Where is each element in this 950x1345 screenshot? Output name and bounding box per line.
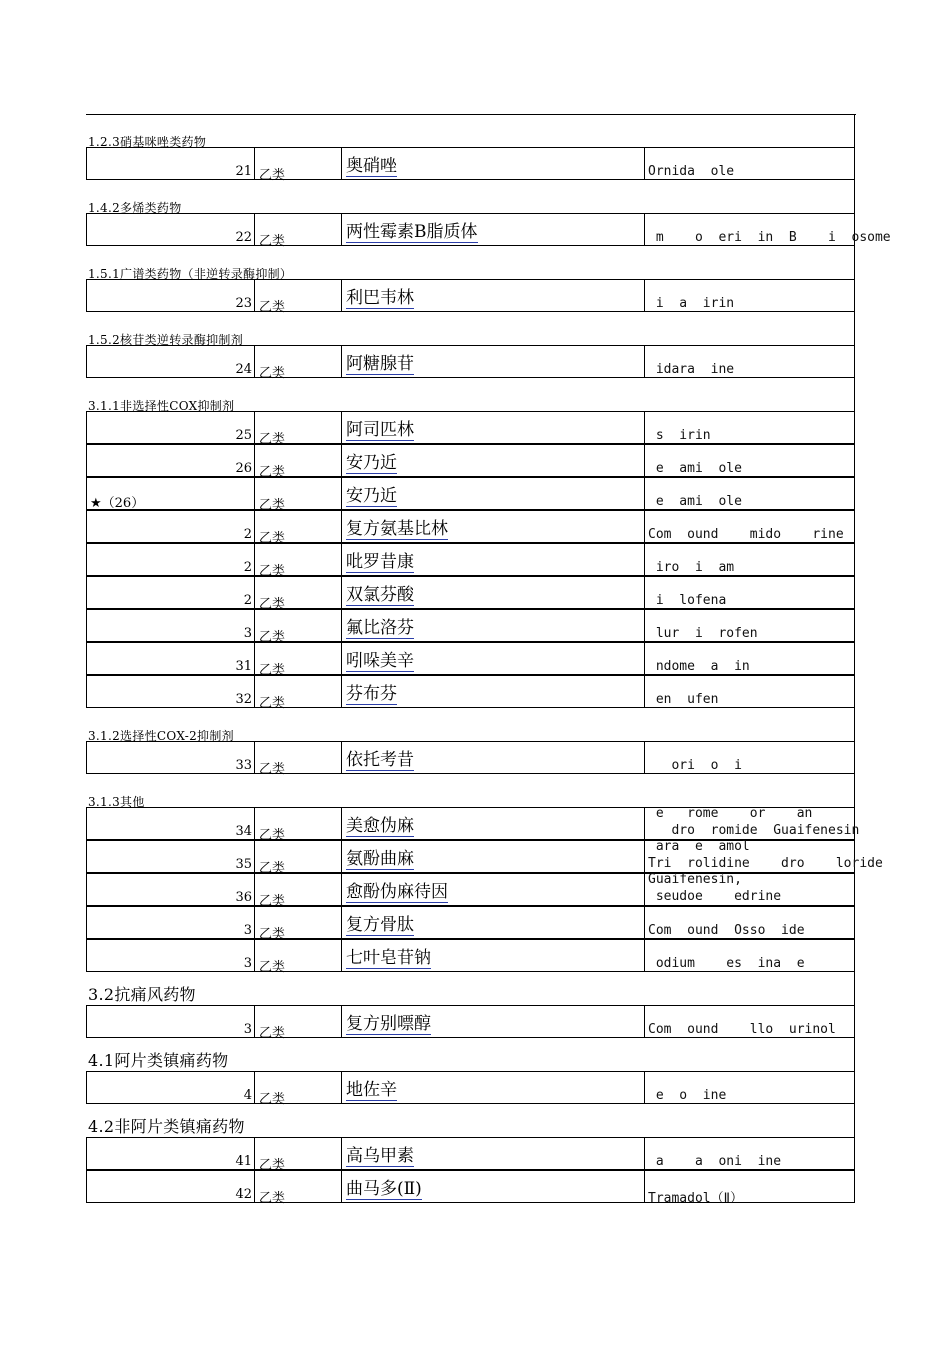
drug-name: 吡罗昔康 — [346, 552, 414, 572]
english-name: Ornida ole — [648, 164, 735, 179]
drug-name-cell — [341, 478, 644, 509]
english-name-cell — [644, 610, 856, 641]
drug-number: 24 — [235, 362, 252, 377]
english-name-cell — [644, 907, 856, 938]
section-header-row — [86, 246, 855, 279]
english-name-cell — [644, 412, 856, 443]
section-label: 4.1阿片类镇痛药物 — [88, 1051, 229, 1070]
english-name: lur i rofen — [648, 626, 758, 641]
english-name-cell — [644, 346, 856, 377]
drug-number: 32 — [235, 692, 252, 707]
english-name-cell — [644, 544, 856, 575]
drug-category: 乙类 — [254, 1006, 341, 1037]
drug-name-cell — [341, 544, 644, 575]
drug-name: 奥硝唑 — [346, 156, 397, 176]
english-name-cell — [644, 1006, 856, 1037]
english-name: en ufen — [648, 692, 719, 707]
english-name: ori o i — [648, 758, 742, 773]
english-name: Guaifenesin, — [648, 872, 742, 887]
drug-number: 2 — [243, 560, 252, 575]
drug-row — [86, 806, 860, 843]
drug-name-cell — [341, 1072, 644, 1103]
drug-name-cell — [341, 1138, 644, 1169]
drug-category: 乙类 — [254, 1171, 341, 1202]
english-name: idara ine — [648, 362, 735, 377]
drug-row — [86, 675, 855, 711]
drug-number: 25 — [235, 428, 252, 443]
drug-category: 乙类 — [254, 907, 341, 938]
drug-number: 3 — [243, 923, 252, 938]
drug-number: 3 — [243, 1022, 252, 1037]
drug-category: 乙类 — [254, 940, 341, 971]
drug-category: 乙类 — [254, 544, 341, 575]
english-name: Com ound Osso ide — [648, 923, 805, 938]
drug-number: 2 — [243, 527, 252, 542]
section-header-row — [86, 774, 855, 807]
drug-row — [86, 939, 855, 975]
english-name-cell — [644, 1138, 856, 1169]
english-name-cell — [644, 874, 856, 905]
english-name-line2: Tri rolidine dro loride — [648, 856, 883, 871]
drug-category: 乙类 — [254, 841, 341, 872]
english-name: odium es ina e — [648, 956, 805, 971]
drug-row — [86, 1170, 855, 1206]
drug-row — [86, 444, 855, 480]
section-label: 1.2.3硝基咪唑类药物 — [88, 135, 207, 149]
drug-row — [86, 543, 855, 579]
drug-row — [86, 411, 855, 447]
english-name: a a oni ine — [648, 1154, 782, 1169]
drug-row — [86, 576, 855, 612]
drug-row — [86, 1005, 855, 1041]
drug-name: 七叶皂苷钠 — [346, 948, 431, 968]
drug-name-cell — [341, 1171, 644, 1202]
drug-name-cell — [341, 874, 644, 905]
drug-name: 利巴韦林 — [346, 288, 414, 308]
english-name: ara e amol — [648, 839, 750, 854]
english-name-line2: dro romide Guaifenesin — [648, 823, 860, 838]
drug-name-cell — [341, 940, 644, 971]
section-header-row — [86, 972, 855, 1005]
drug-row — [86, 839, 883, 876]
drug-name: 愈酚伪麻待因 — [346, 882, 448, 902]
section-label: 1.5.1广谱类药物（非逆转录酶抑制） — [88, 267, 293, 281]
drug-number: 26 — [235, 461, 252, 476]
drug-number: 23 — [235, 296, 252, 311]
drug-number: ★（26） — [90, 496, 145, 511]
english-name-cell — [644, 1072, 856, 1103]
drug-name: 复方别嘌醇 — [346, 1014, 431, 1034]
english-name-cell — [644, 148, 856, 179]
drug-number: 33 — [235, 758, 252, 773]
drug-name-cell — [341, 412, 644, 443]
english-name: i a irin — [648, 296, 735, 311]
section-header-row — [86, 1104, 855, 1137]
drug-category: 乙类 — [254, 412, 341, 443]
english-name: m o eri in B i osome — [648, 230, 891, 245]
english-name-cell — [644, 445, 856, 476]
drug-category: 乙类 — [254, 214, 341, 245]
drug-name: 双氯芬酸 — [346, 585, 414, 605]
drug-category: 乙类 — [254, 742, 341, 773]
english-name-cell — [644, 511, 856, 542]
drug-row — [86, 741, 855, 777]
drug-name-cell — [341, 280, 644, 311]
english-name: iro i am — [648, 560, 735, 575]
section-header-row — [86, 1038, 855, 1071]
drug-number: 3 — [243, 626, 252, 641]
english-name-cell — [644, 280, 856, 311]
section-label: 3.2抗痛风药物 — [88, 985, 196, 1004]
drug-name-cell — [341, 214, 644, 245]
drug-name-cell — [341, 643, 644, 674]
drug-name: 复方氨基比林 — [346, 519, 448, 539]
section-label: 3.1.2选择性COX-2抑制剂 — [88, 729, 234, 743]
drug-name-cell — [341, 346, 644, 377]
english-name: e ami ole — [648, 461, 742, 476]
drug-number: 34 — [235, 824, 252, 839]
english-name-cell — [644, 478, 856, 509]
drug-name-cell — [341, 676, 644, 707]
drug-row — [86, 213, 891, 249]
english-name: ndome a in — [648, 659, 750, 674]
drug-name: 地佐辛 — [346, 1080, 397, 1100]
drug-name: 阿司匹林 — [346, 420, 414, 440]
drug-name-cell — [341, 1006, 644, 1037]
drug-category: 乙类 — [254, 148, 341, 179]
drug-row — [86, 906, 855, 942]
drug-category: 乙类 — [254, 478, 341, 509]
drug-row — [86, 872, 855, 909]
english-name-cell — [644, 214, 891, 245]
drug-name: 芬布芬 — [346, 684, 397, 704]
section-label: 1.4.2多烯类药物 — [88, 201, 182, 215]
drug-row — [86, 1071, 855, 1107]
drug-name: 安乃近 — [346, 453, 397, 473]
english-name-cell — [644, 676, 856, 707]
drug-category: 乙类 — [254, 643, 341, 674]
section-header-row — [86, 378, 855, 411]
drug-category: 乙类 — [254, 577, 341, 608]
english-name: Com ound mido rine — [648, 527, 844, 542]
drug-row — [86, 1137, 855, 1173]
drug-name-cell — [341, 907, 644, 938]
drug-category: 乙类 — [254, 808, 341, 839]
english-name-cell — [644, 742, 856, 773]
drug-name: 安乃近 — [346, 486, 397, 506]
drug-number: 42 — [235, 1187, 252, 1202]
drug-category: 乙类 — [254, 511, 341, 542]
drug-name: 依托考昔 — [346, 750, 414, 770]
drug-name: 曲马多(Ⅱ) — [346, 1179, 422, 1199]
english-name: e rome or an — [648, 806, 813, 821]
section-header-row — [86, 180, 855, 213]
section-label: 1.5.2核苷类逆转录酶抑制剂 — [88, 333, 244, 347]
drug-name: 氨酚曲麻 — [346, 849, 414, 869]
drug-number: 21 — [235, 164, 252, 179]
english-name-cell — [644, 577, 856, 608]
drug-number: 35 — [235, 857, 252, 872]
drug-category: 乙类 — [254, 676, 341, 707]
section-header-row — [86, 114, 855, 147]
drug-name: 氟比洛芬 — [346, 618, 414, 638]
english-name-cell — [644, 839, 883, 872]
section-label: 3.1.1非选择性COX抑制剂 — [88, 399, 235, 413]
drug-name: 复方骨肽 — [346, 915, 414, 935]
drug-number: 2 — [243, 593, 252, 608]
section-label: 4.2非阿片类镇痛药物 — [88, 1117, 245, 1136]
drug-category: 乙类 — [254, 610, 341, 641]
english-name: Com ound llo urinol — [648, 1022, 836, 1037]
drug-name-cell — [341, 511, 644, 542]
drug-number: 36 — [235, 890, 252, 905]
drug-name: 两性霉素B脂质体 — [346, 222, 478, 242]
english-name-cell — [644, 643, 856, 674]
drug-row — [86, 477, 855, 513]
english-name-cell — [644, 940, 856, 971]
section-header-row — [86, 312, 855, 345]
drug-row — [86, 510, 855, 546]
english-name: Tramadol（Ⅱ） — [648, 1191, 744, 1206]
drug-category: 乙类 — [254, 874, 341, 905]
drug-name-cell — [341, 148, 644, 179]
drug-row — [86, 279, 855, 315]
drug-name-cell — [341, 445, 644, 476]
drug-category: 乙类 — [254, 1072, 341, 1103]
drug-number: 4 — [243, 1088, 252, 1103]
drug-number: 22 — [235, 230, 252, 245]
english-name: s irin — [648, 428, 711, 443]
english-name: i lofena — [648, 593, 727, 608]
drug-row — [86, 147, 855, 183]
english-name-cell — [644, 806, 860, 839]
drug-number: 41 — [235, 1154, 252, 1169]
drug-number: 3 — [243, 956, 252, 971]
drug-category: 乙类 — [254, 346, 341, 377]
drug-name: 阿糖腺苷 — [346, 354, 414, 374]
english-name-cell — [644, 1171, 856, 1206]
drug-category: 乙类 — [254, 280, 341, 311]
english-name-line2: seudoe edrine — [648, 889, 782, 904]
drug-category: 乙类 — [254, 445, 341, 476]
drug-row — [86, 609, 855, 645]
english-name: e o ine — [648, 1088, 727, 1103]
drug-name-cell — [341, 841, 644, 872]
drug-name-cell — [341, 577, 644, 608]
section-header-row — [86, 708, 855, 741]
drug-name-cell — [341, 610, 644, 641]
drug-category: 乙类 — [254, 1138, 341, 1169]
section-label: 3.1.3其他 — [88, 795, 145, 809]
drug-name: 高乌甲素 — [346, 1146, 414, 1166]
drug-row — [86, 345, 855, 381]
english-name: e ami ole — [648, 494, 742, 509]
drug-name-cell — [341, 742, 644, 773]
drug-name: 美愈伪麻 — [346, 816, 414, 836]
drug-name: 吲哚美辛 — [346, 651, 414, 671]
drug-name-cell — [341, 808, 644, 839]
drug-number: 31 — [235, 659, 252, 674]
drug-row — [86, 642, 855, 678]
